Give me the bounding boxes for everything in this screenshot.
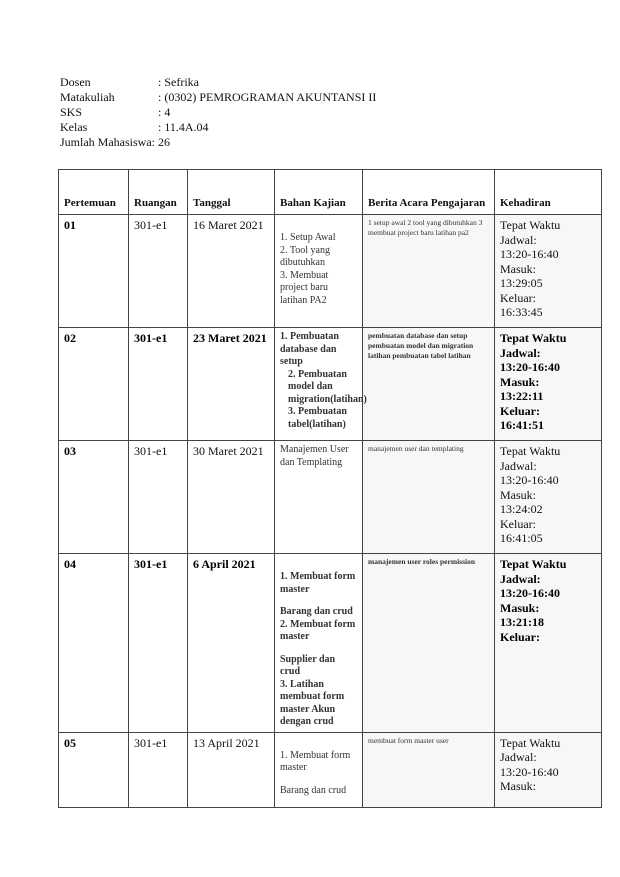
bahan-line: 1. Membuat form master [280, 571, 356, 595]
cell-bahan [275, 554, 363, 733]
info-label: SKS [60, 105, 83, 119]
hadir-line: 13:20-16:40 [500, 473, 559, 487]
hadir-line: 13:20-16:40 [500, 247, 559, 261]
table-row [59, 441, 602, 554]
bahan-line: 1. Setup Awal [280, 232, 336, 243]
info-sks [60, 105, 376, 120]
hadir-line: Masuk: [500, 374, 540, 389]
hadir-line: Keluar: [500, 516, 536, 531]
hadir-line: 13:22:11 [500, 389, 544, 403]
cell-kehadiran [495, 441, 602, 554]
cell-tanggal: 30 Maret 2021 [188, 441, 275, 554]
bahan-line: 1. Pembuatan database dan setup [280, 331, 339, 367]
cell-bahan [275, 215, 363, 328]
cell-ruangan: 301-e1 [129, 215, 188, 328]
hadir-line: 13:29:05 [500, 276, 543, 290]
table-row [59, 554, 602, 733]
hadir-line: Jadwal: [500, 232, 537, 247]
hadir-line: 16:41:51 [500, 418, 544, 432]
info-value: : Sefrika [158, 75, 199, 89]
bahan-line: Barang dan crud [280, 784, 347, 796]
table-row [59, 215, 602, 328]
info-value: : (0302) PEMROGRAMAN AKUNTANSI II [158, 90, 377, 104]
hadir-line: 13:20-16:40 [500, 360, 560, 374]
cell-berita: membuat form master user [363, 732, 495, 807]
cell-pertemuan: 03 [59, 441, 129, 554]
cell-berita: pembuatan database dan setup pembuatan model dan migration latihan pembuatan tabel latihan [363, 328, 495, 441]
cell-bahan [275, 328, 367, 441]
bahan-line: 3. Pembuatan tabel(latihan) [288, 406, 347, 430]
hadir-line: Masuk: [500, 487, 536, 502]
info-jumlah [60, 135, 376, 150]
bahan-line: Supplier dan crud [280, 653, 336, 677]
attendance-table [58, 169, 602, 808]
bahan-line: 1. Membuat form master [280, 749, 351, 773]
cell-pertemuan: 05 [59, 732, 129, 807]
header-kehadiran: Kehadiran [495, 170, 602, 215]
hadir-line: Keluar: [500, 290, 536, 305]
hadir-line: 16:41:05 [500, 531, 543, 545]
hadir-line: Tepat Waktu [500, 735, 561, 750]
bahan-line: 3. Membuat project baru latihan PA2 [280, 269, 329, 306]
hadir-line: Jadwal: [500, 345, 541, 360]
bahan-line: 2. Tool yang dibutuhkan [280, 244, 330, 268]
cell-tanggal: 6 April 2021 [188, 554, 275, 733]
table-row [59, 328, 602, 441]
cell-tanggal: 23 Maret 2021 [188, 328, 275, 441]
cell-pertemuan: 04 [59, 554, 129, 733]
header-bahan: Bahan Kajian [275, 170, 363, 215]
hadir-line: Jadwal: [500, 750, 537, 764]
bahan-line: 2. Pembuatan model dan migration(latihan) [288, 368, 367, 405]
info-label: Matakuliah [60, 90, 115, 104]
cell-ruangan: 301-e1 [129, 732, 188, 807]
hadir-line: 13:21:18 [500, 615, 544, 629]
hadir-line: Tepat Waktu [500, 557, 567, 571]
info-label: Dosen [60, 75, 91, 89]
cell-kehadiran [495, 554, 602, 733]
cell-kehadiran [495, 215, 602, 328]
hadir-line: Masuk: [500, 600, 540, 615]
info-value: : 26 [151, 135, 170, 149]
hadir-line: 13:20-16:40 [500, 764, 559, 779]
table-header-row [59, 170, 602, 215]
bahan-line: 2. Membuat form master [280, 618, 356, 642]
bahan-line: Barang dan crud [280, 606, 353, 617]
cell-pertemuan: 01 [59, 215, 129, 328]
header-tanggal: Tanggal [188, 170, 275, 215]
cell-berita: manajemen user dan templating [363, 441, 495, 554]
info-matakuliah [60, 90, 376, 105]
hadir-line: 13:24:02 [500, 502, 543, 516]
cell-ruangan: 301-e1 [129, 441, 188, 554]
hadir-line: Keluar: [500, 403, 540, 418]
cell-tanggal: 16 Maret 2021 [188, 215, 275, 328]
cell-pertemuan: 02 [59, 328, 129, 441]
cell-bahan [275, 732, 363, 807]
info-label: Jumlah Mahasiswa [60, 135, 152, 149]
info-value: : 4 [158, 105, 171, 119]
cell-tanggal: 13 April 2021 [188, 732, 275, 807]
header-berita: Berita Acara Pengajaran [363, 170, 495, 215]
course-info [60, 75, 376, 150]
hadir-line: Jadwal: [500, 458, 537, 473]
hadir-line: Tepat Waktu [500, 218, 561, 232]
cell-kehadiran [495, 328, 602, 441]
cell-berita: manajemen user roles permission [363, 554, 495, 733]
hadir-line: Jadwal: [500, 571, 541, 586]
table-row [59, 732, 602, 807]
info-value: : 11.4A.04 [158, 120, 209, 134]
info-kelas [60, 120, 376, 135]
bahan-line: 3. Latihan membuat form master Akun dengan crud [280, 678, 345, 727]
bahan-line: Manajemen User dan Templating [280, 444, 349, 468]
info-label: Kelas [60, 120, 88, 134]
hadir-line: 16:33:45 [500, 305, 543, 319]
cell-kehadiran [495, 732, 602, 807]
cell-berita: 1 setup awal 2 tool yang dibutuhkan 3 membuat project baru latihan pa2 [363, 215, 495, 328]
info-dosen [60, 75, 376, 90]
header-pertemuan: Pertemuan [59, 170, 129, 215]
cell-bahan [275, 441, 363, 554]
cell-ruangan: 301-e1 [129, 328, 188, 441]
hadir-line: 13:20-16:40 [500, 586, 560, 600]
hadir-line: Keluar: [500, 629, 540, 644]
hadir-line: Tepat Waktu [500, 331, 567, 345]
hadir-line: Tepat Waktu [500, 444, 561, 458]
cell-ruangan: 301-e1 [129, 554, 188, 733]
hadir-line: Masuk: [500, 261, 536, 276]
hadir-line: Masuk: [500, 779, 536, 793]
header-ruangan: Ruangan [129, 170, 188, 215]
